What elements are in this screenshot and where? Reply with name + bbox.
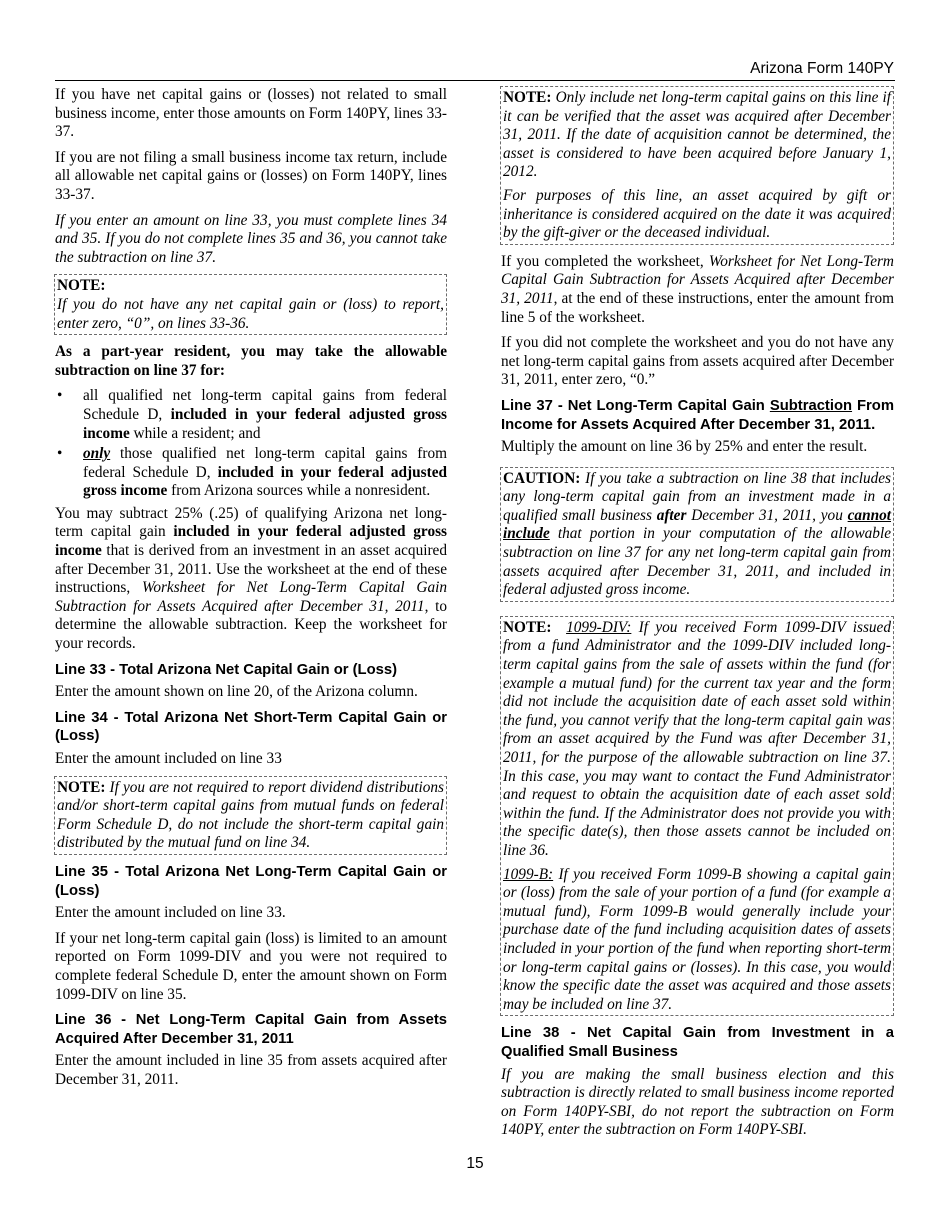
paragraph: Enter the amount included in line 35 from assets acquired after December 31, 2011. bbox=[55, 1052, 447, 1088]
left-column bbox=[55, 86, 447, 1097]
paragraph: As a part-year resident, you may take the allowable subtraction on line 37 for: bbox=[55, 343, 447, 379]
paragraph: If you completed the worksheet, Worksheet for Net Long-Term Capital Gain Subtraction for Assets Acquired after December 31, 2011, at the end of these instructions, enter the amount from line 5 of the worksheet. bbox=[501, 252, 895, 326]
paragraph: Enter the amount included on line 33 bbox=[55, 750, 282, 767]
section-heading: Line 33 - Total Arizona Net Capital Gain or (Loss) bbox=[55, 661, 398, 678]
note-box: NOTE: 1099-DIV: If you received Form 1099-DIV issued from a fund Administrator and the 1099-DIV included long-term capital gains from the sale of assets within the fund (for example a mutual fund) for the current tax year and the form did not include the acquisition date of each asset sold within the fund, you cannot verify that the long-term capital gain was from an asset acquired by the Fund was after December 31, 2011, for the purpose of the allowable subtraction on line 37. In this case, you may want to contact the Fund Administrator and request to obtain the acquisition date of each asset sold within the fund. If the Administrator does not provide you with the specific date(s), then those assets cannot be included on line 36. 1099-B: If you received Form 1099-B showing a capital gain or (loss) from the sale of your portion of a fund (for example a mutual fund), Form 1099-B would generally include your purchase date of the fund including acquisition dates of assets included in your portion of the fund when reporting short-term or long-term capital gains or (losses). In this case, you would know the specific date the asset was acquired and those assets may be included on line 37. bbox=[500, 616, 894, 1016]
paragraph: Enter the amount included on line 33. bbox=[55, 904, 286, 922]
caution-box: CAUTION: If you take a subtraction on line 38 that includes any long-term capital gain from an investment made in a qualified small business after December 31, 2011, you cannot include that portion in your computation of the allowable subtraction on line 37 for any net long-term capital gain from assets acquired after December 31, 2011, and included in federal adjusted gross income. bbox=[500, 467, 894, 602]
paragraph: Multiply the amount on line 36 by 25% and enter the result. bbox=[501, 438, 868, 456]
note-text: If you are not required to report dividend distributions and/or short-term capital gains from mutual funds on federal Form Schedule D, do not include the short-term capital gain distributed by the mutual fund on line 34. bbox=[57, 778, 444, 852]
list-item: • all qualified net long-term capital gains from federal Schedule D, included in your federal adjusted gross income while a resident; and bbox=[57, 387, 448, 442]
bullet-icon: • bbox=[57, 445, 63, 463]
note-text: If you do not have any net capital gain or (loss) to report, enter zero, “0”, on lines 33-36. bbox=[57, 295, 444, 332]
section-heading: Line 38 - Net Capital Gain from Investment in a Qualified Small Business bbox=[501, 1025, 894, 1060]
caution-label: CAUTION: bbox=[503, 469, 581, 487]
note-text: Only include net long-term capital gains on this line if it can be verified that the asset was acquired after December 31, 2011. If the date of acquisition cannot be determined, the asset is considered to have been acquired before January 1, 2012. bbox=[503, 89, 891, 181]
section-heading: Line 35 - Total Arizona Net Long-Term Capital Gain or (Loss) bbox=[55, 863, 447, 899]
note-label: NOTE: bbox=[503, 89, 552, 106]
note-label: NOTE: bbox=[503, 618, 552, 636]
right-column bbox=[501, 86, 894, 1147]
note-text: For purposes of this line, an asset acquired by gift or inheritance is considered acquired on the date it was acquired by the gift-giver or the deceased individual. bbox=[503, 186, 891, 242]
paragraph: If you enter an amount on line 33, you must complete lines 34 and 35. If you do not complete lines 35 and 36, you cannot take the subtraction on line 37. bbox=[55, 211, 447, 266]
paragraph: If you have net capital gains or (losses) not related to small business income, enter those amounts on Form 140PY, lines 33-37. bbox=[55, 86, 447, 141]
paragraph: Enter the amount shown on line 20, of the Arizona column. bbox=[55, 683, 418, 701]
paragraph: If you are making the small business election and this subtraction is directly related to small business income reported on Form 140PY-SBI, do not report the subtraction on Form 140PY, enter the subtraction on Form 140PY-SBI. bbox=[501, 1065, 894, 1139]
paragraph: If your net long-term capital gain (loss) is limited to an amount reported on Form 1099-DIV and you were not required to complete federal Schedule D, enter the amount shown on Form 1099-DIV on line 35. bbox=[55, 929, 447, 1003]
form-title: Arizona Form 140PY bbox=[750, 60, 894, 77]
section-heading: Line 36 - Net Long-Term Capital Gain from Assets Acquired After December 31, 2011 bbox=[55, 1012, 447, 1047]
section-heading: Line 34 - Total Arizona Net Short-Term Capital Gain or (Loss) bbox=[55, 709, 447, 745]
header-rule bbox=[55, 80, 895, 81]
paragraph: You may subtract 25% (.25) of qualifying Arizona net long-term capital gain included in your federal adjusted gross income that is derived from an investment in an asset acquired after December 31, 2011. Use the worksheet at the end of these instructions, Worksheet for Net Long-Term Capital Gain Subtraction for Assets Acquired after December 31, 2011, to determine the allowable subtraction. Keep the worksheet for your records. bbox=[55, 504, 447, 653]
note-box bbox=[54, 776, 447, 855]
note-label: NOTE: bbox=[57, 277, 106, 295]
bullet-icon: • bbox=[57, 387, 63, 405]
paragraph: If you did not complete the worksheet and you do not have any net long-term capital gains from assets acquired after December 31, 2011, enter zero, “0.” bbox=[501, 334, 894, 389]
note-label: NOTE: bbox=[57, 778, 106, 796]
page-number: 15 bbox=[466, 1155, 484, 1172]
paragraph: If you are not filing a small business income tax return, include all allowable net capital gains or (losses) on Form 140PY, lines 33-37. bbox=[55, 148, 447, 203]
list-item: • only those qualified net long-term capital gains from federal Schedule D, included in your federal adjusted gross income from Arizona sources while a nonresident. bbox=[57, 445, 447, 500]
note-box bbox=[500, 86, 894, 245]
section-heading: Line 37 - Net Long-Term Capital Gain Subtraction From Income for Assets Acquired After December 31, 2011. bbox=[501, 397, 895, 433]
bullet-list bbox=[55, 387, 447, 501]
note-box bbox=[54, 274, 447, 335]
